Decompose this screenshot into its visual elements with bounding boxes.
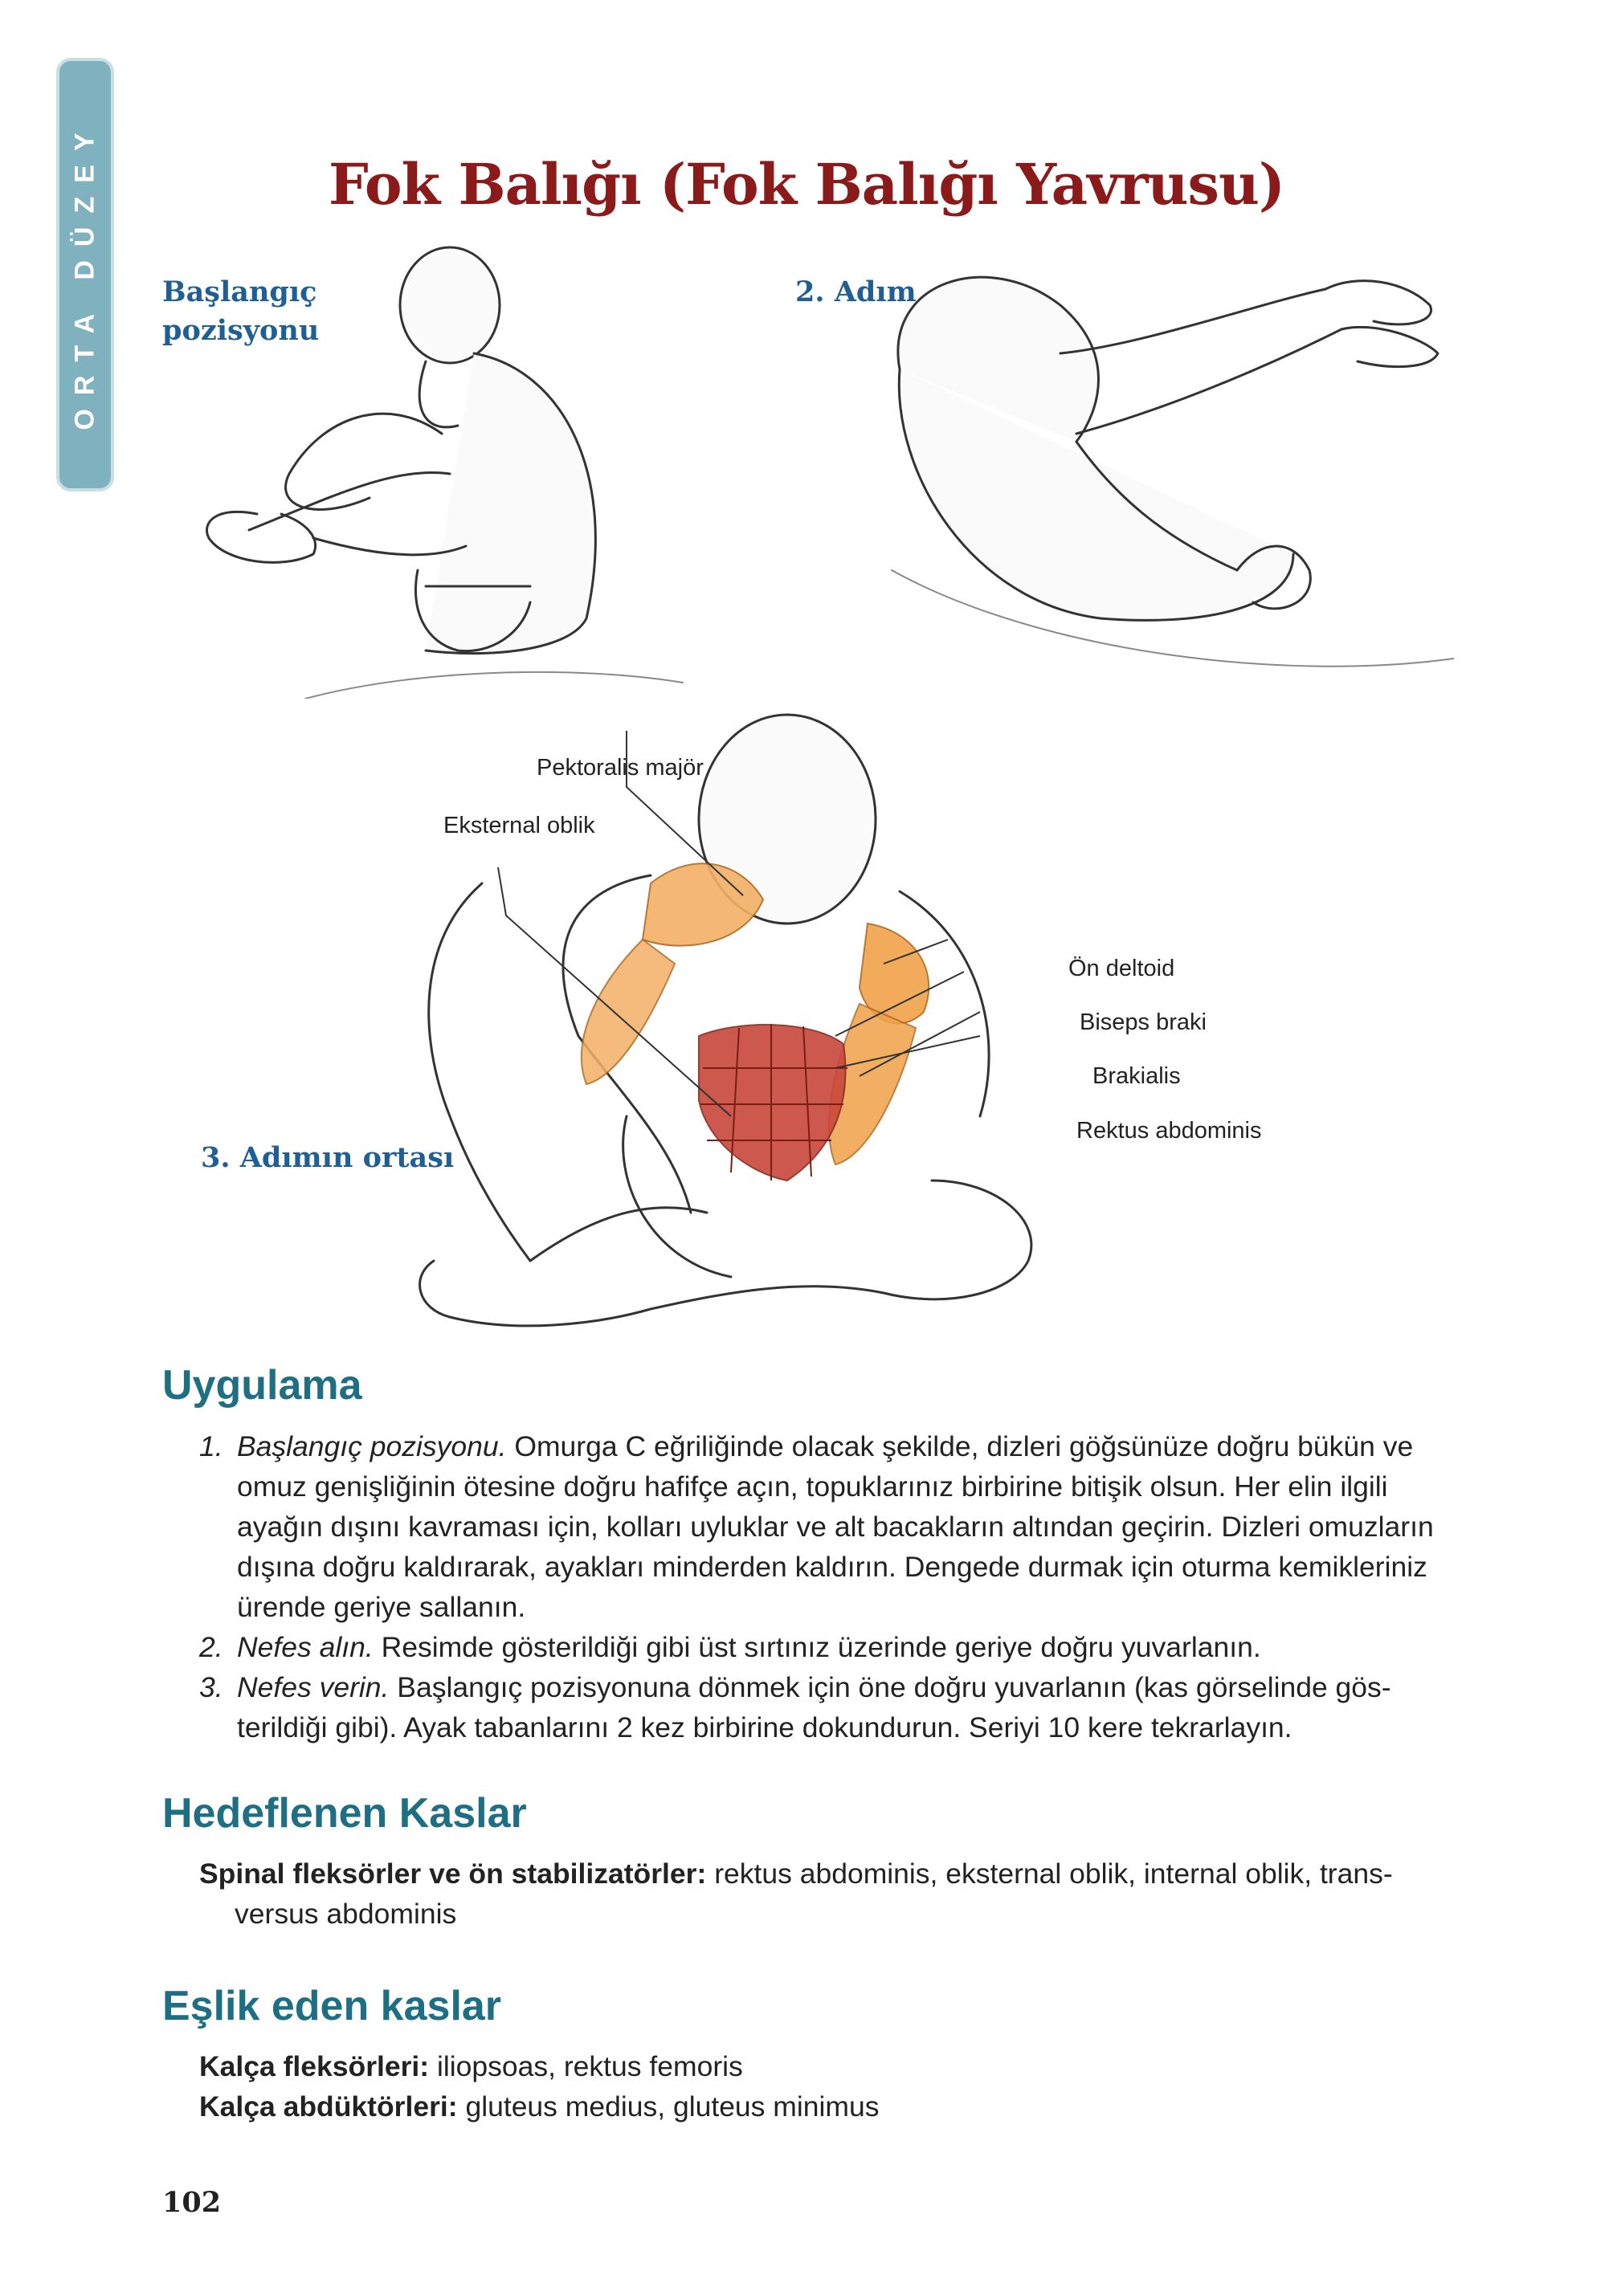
step-1-text: Omurga C eğriliğinde olacak şekilde, dizleri göğsünüze doğru bükün ve omuz genişliğinin ötesine doğru hafifçe açın, topuklarınız birbirine bitişik olsun. Her elin ilgili ayağın dışını kavraması için, kolları uyluklar ve alt bacakların altından geçirin. Dizleri omuzların dışına doğru kaldırarak, ayakları minderden kaldırın. Dengede durmak için oturma kemikleriniz ürende geriye sallanın. (237, 1430, 1434, 1623)
step3-drawing (386, 699, 1076, 1341)
targeted-item-lead: Spinal fleksörler ve ön stabilizatörler: (199, 1858, 707, 1890)
label-eksternal-oblik: Eksternal oblik (443, 813, 595, 838)
label-on-deltoid: Ön deltoid (1068, 956, 1175, 981)
level-side-tab (56, 58, 114, 491)
step2-illustration (876, 233, 1454, 699)
accompanying-item-2-lead: Kalça abdüktörleri: (199, 2090, 458, 2123)
step2-label: 2. Adım (795, 275, 917, 308)
execution-steps (199, 1426, 1457, 1747)
targeted-muscle-item (199, 1854, 1457, 1934)
label-pektoralis-major: Pektoralis majör (537, 755, 704, 781)
accompanying-muscle-item-2 (199, 2086, 1457, 2127)
targeted-muscles-list (199, 1854, 1457, 1934)
start-label-line2: pozisyonu (162, 314, 320, 347)
targeted-item-text: rektus abdominis, eksternal oblik, internal oblik, transversus abdominis (235, 1858, 1393, 1930)
accompanying-item-2-text: gluteus medius, gluteus minimus (465, 2090, 880, 2123)
start-position-drawing (185, 233, 699, 699)
step3-label: 3. Adımın ortası (201, 1141, 455, 1174)
page-number: 102 (162, 2186, 222, 2219)
execution-step-2 (199, 1627, 1457, 1667)
label-rektus-abdominis: Rektus abdominis (1076, 1118, 1262, 1144)
step-2-lead: Nefes alın. (237, 1631, 374, 1663)
step-3-text: Başlangıç pozisyonuna dönmek için öne doğru yuvarlanın (kas görselinde gösterildiği gibi). Ayak tabanlarını 2 kez birbirine dokundurun. Seriyi 10 kere tekrarlayın. (237, 1671, 1391, 1743)
label-biseps-braki: Biseps braki (1080, 1009, 1207, 1035)
level-tab-label: ORTA DÜZEY (69, 119, 100, 430)
step-3-lead: Nefes verin. (237, 1671, 390, 1703)
accompanying-item-1-text: iliopsoas, rektus femoris (437, 2050, 743, 2082)
step2-drawing (876, 233, 1454, 699)
step3-muscle-illustration (386, 699, 1076, 1341)
step-3-number: 3. (199, 1671, 223, 1703)
accompanying-muscles-list (199, 2046, 1457, 2127)
start-position-illustration (185, 233, 699, 699)
start-label-line1: Başlangıç (162, 275, 317, 308)
step-1-lead: Başlangıç pozisyonu. (237, 1430, 507, 1462)
label-brakialis: Brakialis (1092, 1063, 1181, 1089)
accompanying-muscles-heading: Eşlik eden kaslar (162, 1983, 502, 2029)
accompanying-item-1-lead: Kalça fleksörleri: (199, 2050, 430, 2082)
execution-heading: Uygulama (162, 1362, 362, 1409)
execution-step-1 (199, 1426, 1457, 1627)
step-1-number: 1. (199, 1430, 223, 1462)
accompanying-muscle-item-1 (199, 2046, 1457, 2086)
page-title: Fok Balığı (Fok Balığı Yavrusu) (329, 151, 1284, 218)
step-2-text: Resimde gösterildiği gibi üst sırtınız üzerinde geriye doğru yuvarlanın. (381, 1631, 1261, 1663)
execution-step-3 (199, 1667, 1457, 1747)
targeted-muscles-heading: Hedeflenen Kaslar (162, 1790, 527, 1837)
step-2-number: 2. (199, 1631, 223, 1663)
